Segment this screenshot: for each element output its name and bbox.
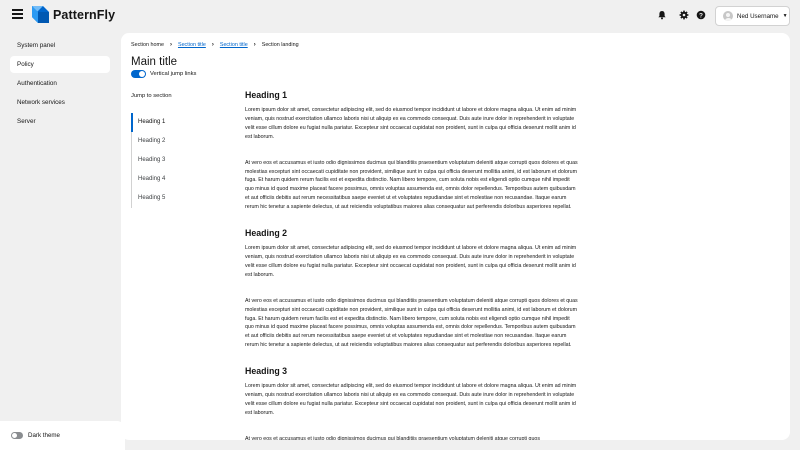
chevron-right-icon: › (253, 42, 256, 48)
user-menu-toggle[interactable] (715, 6, 790, 26)
section-paragraph: At vero eos et accusamus et iusto odio dignissimos ducimus qui blanditiis praesentium voluptatum deleniti atque corrupti quos dolores et quas molestias excepturi sint occaecati cupiditate non provident, similique sunt in culpa qui officia deserunt mollitia animi, id est laborum et dolorum fuga. Et harum quidem rerum facilis est et expedita distinctio. Nam libero tempore, cum soluta nobis est eligendi optio cumque nihil impedit quo minus id quod maxime placeat facere possimus, omnis voluptas assumenda est, omnis dolor repellendus. Temporibus autem quibusdam et aut officiis debitis aut rerum necessitatibus saepe eveniet ut et voluptates repudiandae sint et molestiae non recusandae. Itaque earum rerum hic tenetur a sapiente delectus, ut aut reiciendis voluptatibus maiores alias consequatur aut perferendis doloribus asperiores repellat. (245, 297, 578, 349)
jump-links-title: Jump to section (131, 93, 172, 99)
section-heading-1 (245, 90, 580, 212)
logo[interactable] (32, 6, 115, 23)
jump-link-heading-2[interactable]: Heading 2 (138, 138, 166, 144)
section-paragraph: Lorem ipsum dolor sit amet, consectetur adipiscing elit, sed do eiusmod tempor incididunt ut labore et dolore magna aliqua. Ut enim ad minim veniam, quis nostrud exercitation ullamco laboris nisi ut aliquip ex ea commodo consequat. Duis aute irure dolor in reprehenderit in voluptate velit esse cillum dolore eu fugiat nulla pariatur. Excepteur sint occaecat cupidatat non proident, sunt in culpa qui officia deserunt mollit anim id est laborum. (245, 107, 577, 140)
breadcrumb-link-1[interactable]: Section title (177, 42, 206, 48)
section-paragraph: Lorem ipsum dolor sit amet, consectetur adipiscing elit, sed do eiusmod tempor incididunt ut labore et dolore magna aliqua. Ut enim ad minim veniam, quis nostrud exercitation ullamco laboris nisi ut aliquip ex ea commodo consequat. Duis aute irure dolor in reprehenderit in voluptate velit esse cillum dolore eu fugiat nulla pariatur. Excepteur sint occaecat cupidatat non proident, sunt in culpa qui officia deserunt mollit anim id est laborum. (245, 383, 577, 416)
dark-theme-switch[interactable] (11, 432, 23, 439)
jump-links-list (131, 113, 191, 208)
section-paragraph: At vero eos et accusamus et iusto odio dignissimos ducimus qui blanditiis praesentium voluptatum deleniti atque corrupti quos (245, 435, 541, 440)
hamburger-menu-icon[interactable] (12, 9, 23, 19)
section-heading: Heading 3 (245, 366, 288, 377)
chevron-right-icon: › (169, 42, 172, 48)
section-heading: Heading 2 (245, 228, 288, 239)
breadcrumb-item-home[interactable]: Section home (131, 42, 164, 48)
sidebar-item-system-panel[interactable]: System panel (17, 42, 56, 49)
jump-link-heading-4[interactable]: Heading 4 (138, 176, 166, 182)
section-paragraph: Lorem ipsum dolor sit amet, consectetur adipiscing elit, sed do eiusmod tempor incididunt ut labore et dolore magna aliqua. Ut enim ad minim veniam, quis nostrud exercitation ullamco laboris nisi ut aliquip ex ea commodo consequat. Duis aute irure dolor in reprehenderit in voluptate velit esse cillum dolore eu fugiat nulla pariatur. Excepteur sint occaecat cupidatat non proident, sunt in culpa qui officia deserunt mollit anim id est laborum. (245, 245, 577, 278)
vertical-jump-links-switch[interactable] (131, 70, 146, 78)
main-content (121, 33, 790, 440)
sidebar-item-server[interactable]: Server (17, 118, 36, 125)
section-heading-3 (245, 366, 580, 440)
section-heading-2 (245, 228, 580, 350)
gear-icon[interactable] (679, 10, 689, 20)
brand-name: PatternFly (53, 7, 116, 22)
help-icon[interactable] (696, 10, 706, 20)
jump-link-heading-3[interactable]: Heading 3 (138, 157, 166, 163)
dark-theme-label: Dark theme (28, 432, 60, 439)
sidebar-item-policy[interactable]: Policy (10, 56, 110, 73)
section-heading: Heading 1 (245, 90, 288, 100)
sidebar-item-authentication[interactable]: Authentication (17, 80, 57, 87)
svg-text:?: ? (699, 12, 703, 20)
sidebar-item-network-services[interactable]: Network services (17, 99, 65, 106)
sidebar-nav (0, 37, 118, 132)
chevron-down-icon: ▼ (782, 13, 788, 19)
masthead (0, 0, 800, 30)
breadcrumb-link-2[interactable]: Section title (219, 42, 248, 48)
chevron-right-icon: › (211, 42, 214, 48)
section-paragraph: At vero eos et accusamus et iusto odio dignissimos ducimus qui blanditiis praesentium voluptatum deleniti atque corrupti quos dolores et quas molestias excepturi sint occaecati cupiditate non provident, similique sunt in culpa qui officia deserunt mollitia animi, id est laborum et dolorum fuga. Et harum quidem rerum facilis est et expedita distinctio. Nam libero tempore, cum soluta nobis est eligendi optio cumque nihil impedit quo minus id quod maxime placeat facere possimus, omnis voluptas assumenda est, omnis dolor repellendus. Temporibus autem quibusdam et aut officiis debitis aut rerum necessitatibus saepe eveniet ut et voluptates repudiandae sint et molestiae non recusandae. Itaque earum rerum hic tenetur a sapiente delectus, ut aut reiciendis voluptatibus maiores alias consequatur aut perferendis doloribus asperiores repellat. (245, 159, 578, 211)
avatar (723, 11, 733, 21)
user-name: Ned Username (737, 12, 779, 20)
vertical-jump-links-label: Vertical jump links (150, 71, 197, 77)
vertical-jump-links-toggle (131, 70, 196, 78)
patternfly-logo-icon (32, 6, 49, 23)
dark-theme-panel (0, 421, 125, 450)
content-sections (245, 90, 580, 440)
page-title: Main title (131, 56, 178, 68)
jump-link-heading-5[interactable]: Heading 5 (138, 195, 166, 201)
breadcrumb-current: Section landing (261, 42, 299, 48)
bell-icon[interactable] (657, 10, 667, 20)
jump-link-heading-1[interactable]: Heading 1 (132, 113, 191, 132)
breadcrumb (131, 42, 299, 48)
